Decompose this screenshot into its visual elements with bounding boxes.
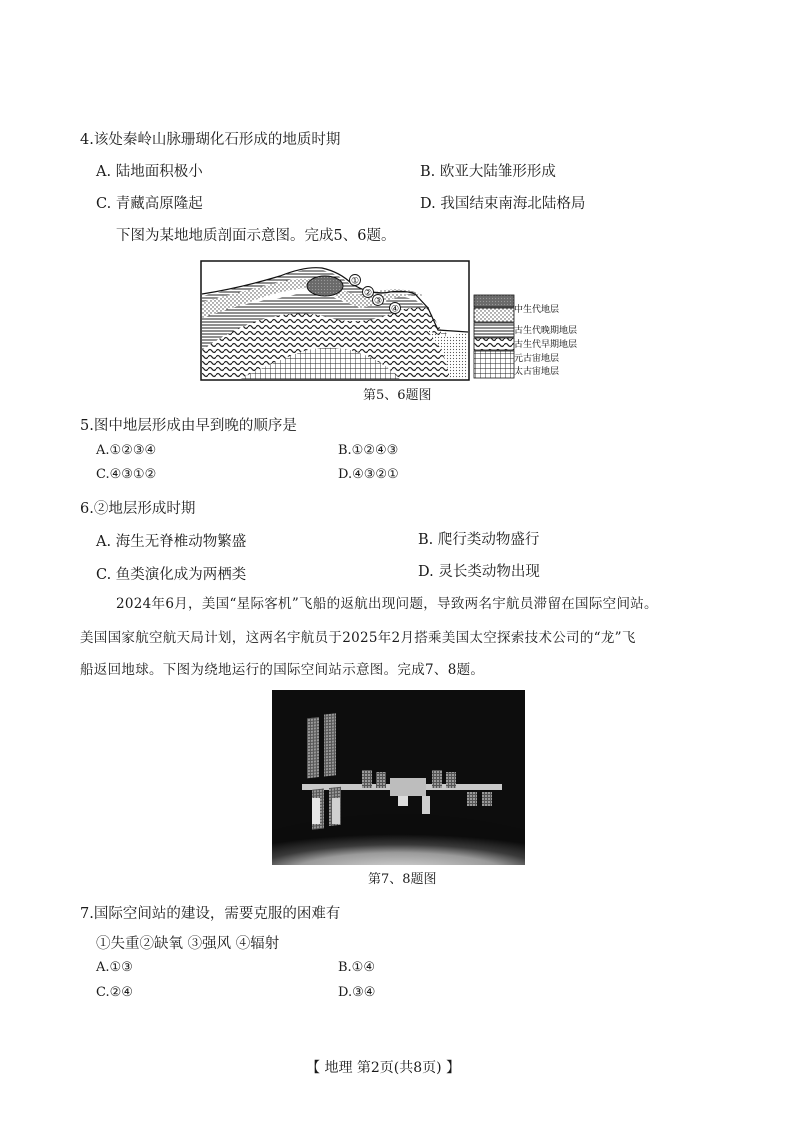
marker-4: ④ xyxy=(390,304,400,315)
q6-stem: 6.②地层形成时期 xyxy=(80,501,196,517)
marker-3: ③ xyxy=(373,296,383,307)
intro-5-6: 下图为某地地质剖面示意图。完成5、6题。 xyxy=(116,228,396,244)
legend-label-2: 古生代晚期地层 xyxy=(514,326,578,336)
q5-option-c: C.④③①② xyxy=(96,467,157,482)
marker-2: ② xyxy=(363,288,373,299)
legend-swatch-2 xyxy=(474,308,514,322)
q4-option-d: D. 我国结束南海北陆格局 xyxy=(420,196,586,212)
q6-option-d: D. 灵长类动物出现 xyxy=(418,564,540,580)
q4-option-b: B. 欧亚大陆雏形形成 xyxy=(420,164,556,180)
legend-label-3: 古生代早期地层 xyxy=(514,340,578,350)
intro-7-8-line3: 船返回地球。下图为绕地运行的国际空间站示意图。完成7、8题。 xyxy=(80,662,485,678)
q6-option-a: A. 海生无脊椎动物繁盛 xyxy=(96,534,247,550)
marker-1: ① xyxy=(350,276,360,287)
figure-7-8-caption: 第7、8题图 xyxy=(368,872,437,887)
intro-7-8-line2: 美国国家航空航天局计划，这两名宇航员于2025年2月搭乘美国太空探索技术公司的“龙”飞 xyxy=(80,630,636,646)
q7-stem: 7.国际空间站的建设，需要克服的困难有 xyxy=(80,906,341,922)
q7-option-b: B.①④ xyxy=(338,960,375,975)
legend-swatch-1 xyxy=(474,295,514,307)
figure-5-6-caption: 第5、6题图 xyxy=(363,388,432,403)
legend-label-5: 太古宙地层 xyxy=(514,367,560,377)
q6-option-c: C. 鱼类演化成为两栖类 xyxy=(96,567,247,583)
q7-option-c: C.②④ xyxy=(96,985,133,1000)
q7-items: ①失重②缺氧 ③强风 ④辐射 xyxy=(96,936,280,952)
legend-swatch-3 xyxy=(474,323,514,337)
space-station-image xyxy=(272,690,525,865)
legend-label-4: 元古宙地层 xyxy=(514,354,560,364)
page-footer: 【 地理 第2页(共8页) 】 xyxy=(306,1060,461,1076)
section-layers xyxy=(201,261,469,380)
legend-swatch-5 xyxy=(474,351,514,378)
q5-option-b: B.①②④③ xyxy=(338,443,399,458)
geologic-section-diagram xyxy=(200,258,592,382)
q6-option-b: B. 爬行类动物盛行 xyxy=(418,532,540,548)
section-legend xyxy=(474,295,577,378)
intro-7-8-line1: 2024年6月，美国“星际客机”飞船的返航出现问题，导致两名宇航员滞留在国际空间站。 xyxy=(116,596,658,612)
q5-stem: 5.图中地层形成由早到晚的顺序是 xyxy=(80,418,297,434)
geologic-section-figure xyxy=(200,258,592,382)
space-station-photo xyxy=(272,690,525,865)
q7-option-a: A.①③ xyxy=(96,960,133,975)
q4-option-a: A. 陆地面积极小 xyxy=(96,164,203,180)
q7-option-d: D.③④ xyxy=(338,985,376,1000)
q5-option-a: A.①②③④ xyxy=(96,443,157,458)
legend-swatch-4 xyxy=(474,338,514,350)
q4-option-c: C. 青藏高原隆起 xyxy=(96,196,203,212)
q4-stem: 4.该处秦岭山脉珊瑚化石形成的地质时期 xyxy=(80,132,341,148)
q5-option-d: D.④③②① xyxy=(338,467,399,482)
legend-label-1: 中生代地层 xyxy=(514,305,560,315)
